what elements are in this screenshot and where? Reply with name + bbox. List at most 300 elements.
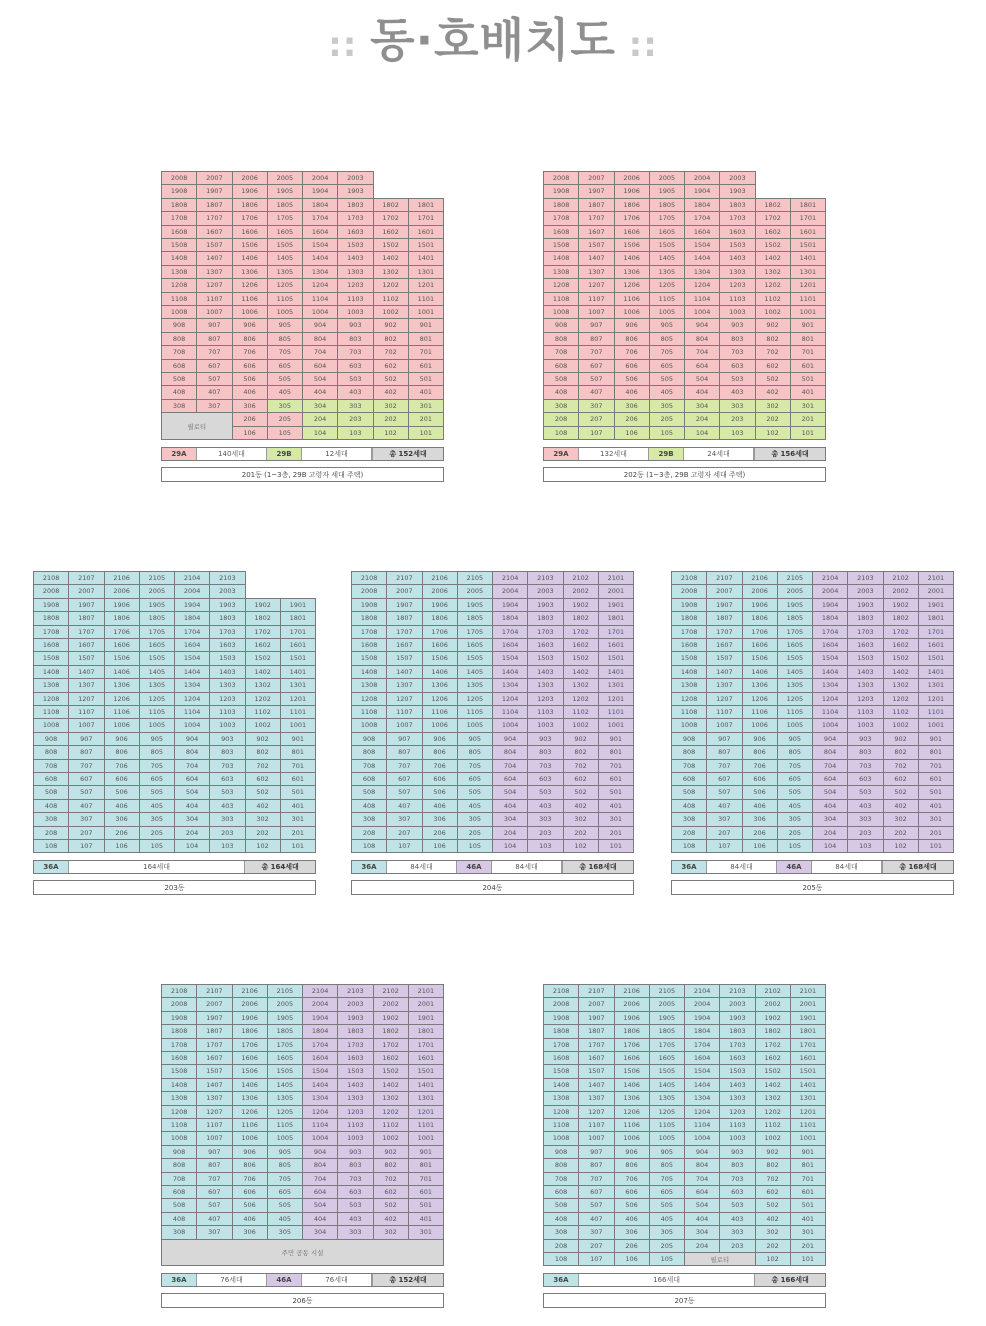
unit-cell: 102	[373, 426, 409, 440]
unit-cell: 1405	[649, 251, 685, 265]
unit-cell: 104	[812, 839, 848, 853]
unit-cell: 703	[719, 345, 755, 359]
unit-cell: 1202	[373, 1105, 409, 1119]
unit-cell: 1604	[684, 225, 720, 239]
unit-cell: 503	[337, 372, 373, 386]
unit-cell: 301	[790, 399, 826, 413]
unit-cell: 504	[492, 785, 528, 799]
unit-cell: 1503	[719, 1064, 755, 1078]
unit-cell: 804	[812, 745, 848, 759]
unit-cell: 1608	[671, 638, 707, 652]
unit-cell: 1506	[232, 1064, 268, 1078]
unit-cell: 1303	[527, 678, 563, 692]
unit-cell: 1708	[543, 211, 579, 225]
unit-cell: 708	[543, 345, 579, 359]
unit-cell: 1501	[598, 651, 634, 665]
unit-cell: 1903	[209, 598, 245, 612]
unit-cell: 1501	[408, 238, 444, 252]
unit-cell: 505	[777, 785, 813, 799]
unit-cell: 201	[790, 412, 826, 426]
unit-cell: 1601	[408, 225, 444, 239]
unit-cell: 305	[649, 399, 685, 413]
unit-cell: 306	[614, 1225, 650, 1239]
unit-cell: 1001	[280, 718, 316, 732]
unit-cell: 1805	[649, 1024, 685, 1038]
unit-cell: 1908	[161, 184, 197, 198]
unit-cell: 1705	[457, 625, 493, 639]
unit-cell: 1406	[232, 251, 268, 265]
unit-cell: 305	[267, 1225, 303, 1239]
unit-cell: 102	[883, 839, 919, 853]
unit-cell: 1007	[706, 718, 742, 732]
unit-cell: 101	[280, 839, 316, 853]
unit-cell: 204	[812, 826, 848, 840]
unit-cell: 102	[755, 1252, 791, 1266]
unit-cell: 1804	[302, 1024, 338, 1038]
unit-cell: 1106	[232, 1118, 268, 1132]
unit-cell: 1904	[302, 184, 338, 198]
unit-cell: 1205	[457, 692, 493, 706]
unit-cell: 1402	[373, 1078, 409, 1092]
unit-cell: 2107	[578, 984, 614, 998]
unit-cell: 901	[598, 732, 634, 746]
unit-cell: 802	[373, 1158, 409, 1172]
unit-cell: 1904	[684, 184, 720, 198]
unit-cell: 404	[492, 799, 528, 813]
unit-cell: 2005	[777, 584, 813, 598]
unit-cell: 1204	[492, 692, 528, 706]
unit-cell: 1808	[33, 611, 69, 625]
unit-cell: 1003	[337, 1131, 373, 1145]
unit-cell: 1401	[408, 1078, 444, 1092]
unit-cell: 1304	[302, 1091, 338, 1105]
unit-cell: 1201	[598, 692, 634, 706]
unit-cell: 508	[671, 785, 707, 799]
unit-cell: 1105	[139, 705, 175, 719]
unit-cell: 2105	[139, 571, 175, 585]
unit-cell: 1201	[790, 278, 826, 292]
unit-cell: 1703	[719, 1038, 755, 1052]
unit-cell: 604	[684, 1185, 720, 1199]
unit-cell: 403	[337, 1212, 373, 1226]
unit-cell: 103	[209, 839, 245, 853]
unit-cell: 2008	[671, 584, 707, 598]
unit-cell: 1908	[351, 598, 387, 612]
unit-cell: 1604	[302, 1051, 338, 1065]
unit-cell: 2005	[139, 584, 175, 598]
unit-cell: 2105	[777, 571, 813, 585]
unit-cell: 2001	[598, 584, 634, 598]
unit-cell: 405	[267, 1212, 303, 1226]
unit-cell: 2003	[719, 997, 755, 1011]
unit-cell: 2003	[719, 171, 755, 185]
unit-cell: 1003	[527, 718, 563, 732]
unit-cell: 1802	[755, 1024, 791, 1038]
unit-cell: 1703	[527, 625, 563, 639]
unit-cell: 505	[139, 785, 175, 799]
unit-cell: 703	[719, 1172, 755, 1186]
unit-cell: 1706	[104, 625, 140, 639]
unit-cell: 803	[719, 332, 755, 346]
unit-cell: 2001	[790, 997, 826, 1011]
unit-cell: 408	[33, 799, 69, 813]
unit-cell: 1207	[196, 278, 232, 292]
unit-cell: 1807	[196, 1024, 232, 1038]
unit-cell: 1603	[209, 638, 245, 652]
unit-cell: 1002	[883, 718, 919, 732]
unit-cell: 1604	[492, 638, 528, 652]
unit-cell: 606	[422, 772, 458, 786]
unit-cell: 405	[649, 1212, 685, 1226]
unit-cell: 108	[351, 839, 387, 853]
unit-cell: 1101	[790, 292, 826, 306]
unit-cell: 107	[68, 839, 104, 853]
unit-cell: 1005	[457, 718, 493, 732]
unit-cell: 403	[719, 1212, 755, 1226]
unit-cell: 704	[684, 1172, 720, 1186]
unit-cell: 1905	[267, 1011, 303, 1025]
unit-cell: 1806	[614, 1024, 650, 1038]
unit-cell: 106	[232, 426, 268, 440]
unit-cell: 1907	[196, 184, 232, 198]
unit-cell: 1905	[649, 184, 685, 198]
unit-cell: 705	[267, 1172, 303, 1186]
unit-cell: 404	[684, 385, 720, 399]
unit-cell: 1101	[408, 292, 444, 306]
unit-cell: 1105	[457, 705, 493, 719]
unit-cell: 1304	[174, 678, 210, 692]
unit-cell: 2005	[457, 584, 493, 598]
unit-cell: 505	[457, 785, 493, 799]
unit-cell: 101	[598, 839, 634, 853]
unit-cell: 1808	[161, 198, 197, 212]
unit-cell: 1508	[161, 238, 197, 252]
unit-cell: 105	[649, 426, 685, 440]
unit-cell: 2008	[543, 171, 579, 185]
unit-cell: 404	[302, 1212, 338, 1226]
unit-cell: 2006	[104, 584, 140, 598]
unit-cell: 1708	[671, 625, 707, 639]
unit-cell: 503	[847, 785, 883, 799]
unit-cell: 1501	[918, 651, 954, 665]
unit-cell: 1405	[649, 1078, 685, 1092]
unit-cell: 402	[373, 385, 409, 399]
unit-cell: 803	[337, 1158, 373, 1172]
unit-cell: 901	[280, 732, 316, 746]
unit-cell: 408	[161, 385, 197, 399]
unit-cell: 606	[232, 1185, 268, 1199]
unit-cell: 2103	[719, 984, 755, 998]
unit-cell: 1206	[232, 278, 268, 292]
unit-cell: 703	[527, 759, 563, 773]
unit-cell: 1803	[719, 198, 755, 212]
unit-cell: 1205	[139, 692, 175, 706]
unit-cell: 1304	[684, 265, 720, 279]
unit-cell: 1708	[543, 1038, 579, 1052]
legend-unit-count: 164세대	[69, 861, 245, 873]
unit-cell: 702	[373, 1172, 409, 1186]
unit-cell: 1704	[492, 625, 528, 639]
unit-cell: 1607	[196, 225, 232, 239]
unit-cell: 408	[351, 799, 387, 813]
unit-cell: 302	[755, 1225, 791, 1239]
unit-cell: 1101	[790, 1118, 826, 1132]
legend-type-code: 29B	[267, 448, 302, 460]
unit-cell: 1007	[578, 1131, 614, 1145]
unit-cell: 1308	[351, 678, 387, 692]
legend-unit-count: 24세대	[684, 448, 754, 460]
unit-cell: 2001	[408, 997, 444, 1011]
building-caption: 205동	[671, 880, 954, 895]
unit-cell: 1402	[755, 1078, 791, 1092]
legend-type-code: 29A	[162, 448, 197, 460]
unit-cell: 406	[614, 1212, 650, 1226]
unit-cell: 702	[755, 1172, 791, 1186]
unit-cell: 806	[742, 745, 778, 759]
unit-cell: 1706	[614, 211, 650, 225]
unit-cell: 1603	[527, 638, 563, 652]
unit-cell: 2005	[267, 997, 303, 1011]
unit-cell: 1907	[386, 598, 422, 612]
unit-cell: 805	[267, 1158, 303, 1172]
unit-cell: 101	[408, 426, 444, 440]
unit-cell: 2002	[563, 584, 599, 598]
unit-cell: 1801	[918, 611, 954, 625]
unit-cell: 1102	[245, 705, 281, 719]
unit-cell: 701	[918, 759, 954, 773]
unit-cell: 1704	[302, 211, 338, 225]
unit-cell: 406	[232, 385, 268, 399]
unit-cell: 405	[649, 385, 685, 399]
unit-cell: 208	[351, 826, 387, 840]
unit-cell: 1606	[104, 638, 140, 652]
unit-cell: 1702	[373, 1038, 409, 1052]
unit-cell: 408	[671, 799, 707, 813]
unit-cell: 1506	[232, 238, 268, 252]
unit-cell: 904	[684, 1145, 720, 1159]
unit-cell: 1302	[755, 265, 791, 279]
unit-cell: 1703	[719, 211, 755, 225]
unit-cell: 502	[373, 1198, 409, 1212]
unit-cell: 1702	[563, 625, 599, 639]
unit-cell: 604	[492, 772, 528, 786]
unit-cell: 1102	[883, 705, 919, 719]
unit-cell: 804	[492, 745, 528, 759]
unit-cell: 705	[139, 759, 175, 773]
unit-cell: 1804	[812, 611, 848, 625]
unit-cell: 1305	[649, 1091, 685, 1105]
unit-cell: 1305	[777, 678, 813, 692]
unit-cell: 1508	[543, 238, 579, 252]
unit-cell: 1402	[563, 665, 599, 679]
unit-cell: 1007	[196, 1131, 232, 1145]
unit-cell: 202	[755, 1239, 791, 1253]
unit-cell: 908	[161, 318, 197, 332]
unit-cell: 1802	[563, 611, 599, 625]
unit-cell: 1603	[337, 1051, 373, 1065]
unit-cell: 301	[408, 1225, 444, 1239]
unit-cell: 1206	[104, 692, 140, 706]
unit-cell: 1303	[847, 678, 883, 692]
unit-cell: 1501	[408, 1064, 444, 1078]
unit-cell: 1307	[196, 1091, 232, 1105]
unit-cell: 1507	[68, 651, 104, 665]
unit-cell: 608	[161, 359, 197, 373]
unit-cell: 1504	[302, 238, 338, 252]
unit-cell: 1001	[790, 1131, 826, 1145]
unit-cell: 502	[883, 785, 919, 799]
building-205	[671, 571, 953, 892]
unit-cell: 301	[280, 812, 316, 826]
unit-cell: 1706	[422, 625, 458, 639]
unit-cell: 1203	[337, 1105, 373, 1119]
unit-cell: 108	[33, 839, 69, 853]
unit-cell: 305	[267, 399, 303, 413]
unit-cell: 302	[563, 812, 599, 826]
legend-unit-count: 84세대	[492, 861, 562, 873]
unit-cell: 601	[280, 772, 316, 786]
unit-cell: 1902	[373, 1011, 409, 1025]
unit-cell: 2102	[373, 984, 409, 998]
unit-cell: 1705	[267, 1038, 303, 1052]
unit-cell: 2004	[812, 584, 848, 598]
unit-cell: 2003	[337, 171, 373, 185]
unit-cell: 306	[742, 812, 778, 826]
unit-cell: 804	[684, 1158, 720, 1172]
unit-cell: 2007	[578, 997, 614, 1011]
unit-cell: 2004	[684, 997, 720, 1011]
unit-cell: 502	[373, 372, 409, 386]
unit-cell: 301	[918, 812, 954, 826]
unit-cell: 1608	[543, 225, 579, 239]
unit-cell: 1404	[492, 665, 528, 679]
unit-cell: 1407	[706, 665, 742, 679]
unit-cell: 205	[649, 1239, 685, 1253]
unit-cell: 1105	[649, 292, 685, 306]
unit-cell: 1603	[719, 225, 755, 239]
unit-cell: 1901	[598, 598, 634, 612]
unit-cell: 1601	[280, 638, 316, 652]
unit-cell: 107	[706, 839, 742, 853]
unit-cell: 1501	[790, 238, 826, 252]
unit-cell: 2104	[174, 571, 210, 585]
legend-type-code: 36A	[672, 861, 707, 873]
unit-cell: 906	[614, 1145, 650, 1159]
unit-cell: 506	[742, 785, 778, 799]
unit-cell: 506	[614, 372, 650, 386]
unit-cell: 603	[719, 1185, 755, 1199]
unit-cell: 1602	[755, 1051, 791, 1065]
unit-cell: 1105	[267, 1118, 303, 1132]
unit-cell: 1408	[543, 1078, 579, 1092]
unit-cell: 602	[883, 772, 919, 786]
unit-cell: 601	[790, 359, 826, 373]
unit-cell: 605	[457, 772, 493, 786]
unit-cell: 1208	[33, 692, 69, 706]
unit-cell: 1303	[719, 265, 755, 279]
building-caption: 202동 (1~3층, 29B 고령자 세대 주택)	[543, 467, 826, 482]
unit-cell: 1601	[790, 225, 826, 239]
unit-cell: 708	[161, 345, 197, 359]
unit-cell: 601	[790, 1185, 826, 1199]
unit-cell: 501	[790, 372, 826, 386]
unit-cell: 605	[777, 772, 813, 786]
unit-cell: 602	[755, 1185, 791, 1199]
unit-grid	[33, 571, 315, 852]
unit-cell: 1504	[684, 238, 720, 252]
legend-type-code: 36A	[162, 1274, 197, 1286]
unit-cell: 908	[543, 1145, 579, 1159]
unit-cell: 906	[422, 732, 458, 746]
unit-cell: 1206	[742, 692, 778, 706]
unit-cell: 604	[302, 359, 338, 373]
unit-cell: 1407	[578, 251, 614, 265]
unit-cell: 2006	[422, 584, 458, 598]
unit-cell: 604	[174, 772, 210, 786]
unit-cell: 508	[161, 372, 197, 386]
unit-cell: 2005	[649, 997, 685, 1011]
building-caption: 206동	[161, 1293, 444, 1308]
unit-cell: 807	[578, 332, 614, 346]
unit-cell: 1301	[790, 1091, 826, 1105]
unit-cell: 1206	[232, 1105, 268, 1119]
unit-cell: 1904	[492, 598, 528, 612]
unit-cell: 601	[408, 1185, 444, 1199]
unit-cell: 2005	[267, 171, 303, 185]
unit-cell: 1008	[543, 305, 579, 319]
unit-cell: 1505	[777, 651, 813, 665]
unit-cell: 808	[543, 1158, 579, 1172]
unit-cell: 1104	[302, 292, 338, 306]
unit-cell: 1904	[174, 598, 210, 612]
unit-cell: 703	[337, 345, 373, 359]
unit-cell: 2104	[812, 571, 848, 585]
unit-cell: 303	[847, 812, 883, 826]
unit-cell: 704	[492, 759, 528, 773]
unit-cell: 101	[790, 426, 826, 440]
unit-cell: 806	[232, 332, 268, 346]
unit-cell: 1104	[684, 1118, 720, 1132]
unit-cell: 102	[245, 839, 281, 853]
unit-cell: 2106	[422, 571, 458, 585]
unit-cell: 1906	[232, 1011, 268, 1025]
unit-cell: 1404	[302, 1078, 338, 1092]
unit-cell: 503	[719, 1198, 755, 1212]
unit-cell: 2101	[598, 571, 634, 585]
unit-cell: 1903	[527, 598, 563, 612]
unit-cell: 406	[742, 799, 778, 813]
unit-cell: 608	[161, 1185, 197, 1199]
unit-cell: 1606	[742, 638, 778, 652]
unit-cell: 1507	[196, 1064, 232, 1078]
unit-cell: 2005	[649, 171, 685, 185]
unit-cell: 1701	[408, 1038, 444, 1052]
unit-cell: 1908	[671, 598, 707, 612]
unit-cell: 1303	[337, 265, 373, 279]
unit-cell: 1506	[614, 1064, 650, 1078]
unit-cell: 2006	[614, 997, 650, 1011]
unit-cell: 1305	[139, 678, 175, 692]
unit-cell: 103	[527, 839, 563, 853]
unit-cell: 507	[196, 1198, 232, 1212]
legend-total: 총 164세대	[245, 861, 315, 873]
unit-cell: 2108	[161, 984, 197, 998]
unit-cell: 2103	[847, 571, 883, 585]
unit-cell: 304	[492, 812, 528, 826]
unit-cell: 1901	[408, 1011, 444, 1025]
unit-cell: 2105	[457, 571, 493, 585]
unit-cell: 1503	[337, 1064, 373, 1078]
